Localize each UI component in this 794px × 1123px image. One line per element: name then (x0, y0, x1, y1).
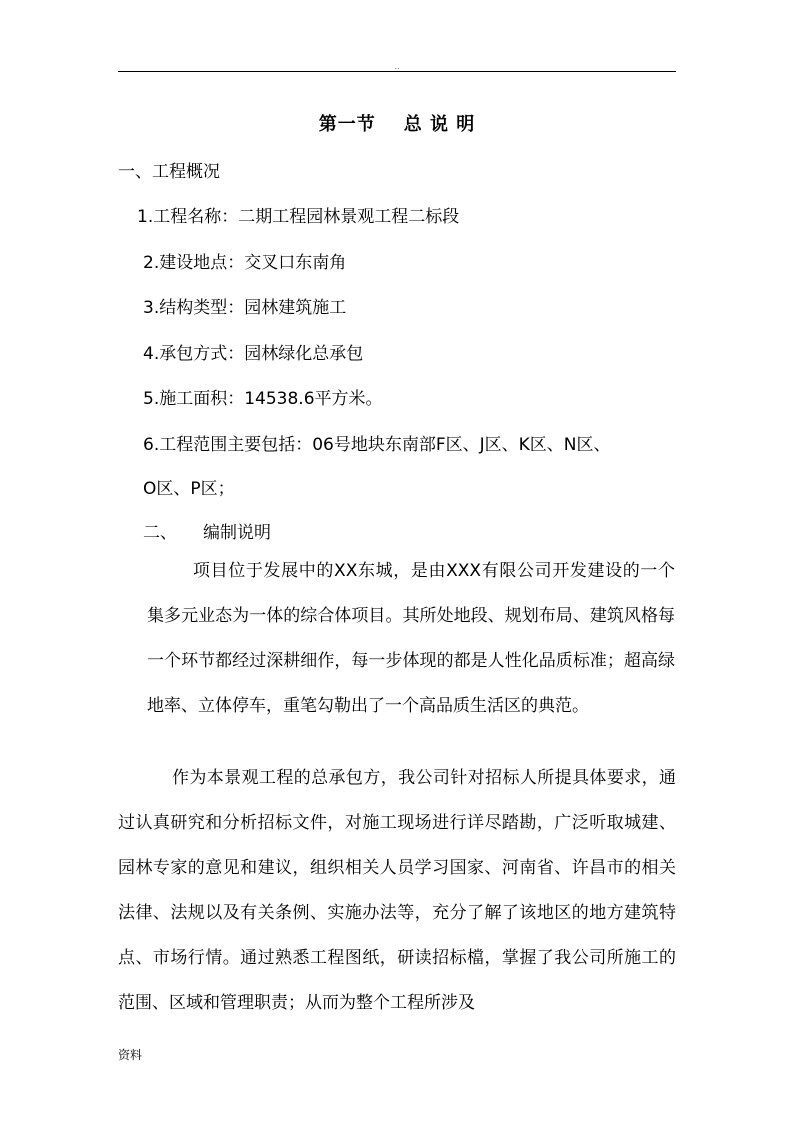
section2-heading-number: 二、 (143, 523, 177, 543)
list-item: 2.建设地点：交叉口东南角 (143, 253, 347, 273)
footer-label: 资料 (118, 1048, 143, 1062)
list-item: 1.工程名称：二期工程园林景观工程二标段 (137, 207, 460, 227)
section2-heading (143, 518, 271, 543)
body-paragraph: 项目位于发展中的XX东城，是由XXX有限公司开发建设的一个集多元业态为一体的综合体项目。其所处地段、规划布局、建筑风格每一个环节都经过深耕细作，每一步体现的都是人性化品质标准；超高绿地率、立体停车，重笔勾勒出了一个高品质生活区的典范。 (147, 561, 675, 716)
header-mark: .. (394, 62, 400, 71)
list-item: 3.结构类型：园林建筑施工 (143, 298, 347, 318)
list-item: O区、P区； (143, 479, 235, 499)
page-title (0, 110, 794, 136)
section1-heading: 一、工程概况 (118, 162, 220, 182)
list-item: 5.施工面积：14538.6平方米。 (143, 389, 383, 409)
title-section-number: 第一节 (318, 114, 376, 135)
list-item: 6.工程范围主要包括：06号地块东南部F区、J区、K区、N区、 (143, 435, 611, 455)
body-paragraph: 作为本景观工程的总承包方，我公司针对招标人所提具体要求，通过认真研究和分析招标文件，对施工现场进行详尽踏勘，广泛听取城建、园林专家的意见和建议，组织相关人员学习国家、河南省、许昌市的相关法律、法规以及有关条例、实施办法等，充分了解了该地区的地方建筑特点、市场行情。通过熟悉工程图纸，研读招标檔，掌握了我公司所施工的范围、区域和管理职责；从而为整个工程所涉及 (118, 768, 676, 1013)
title-text: 总 说 明 (403, 114, 476, 135)
header-rule (118, 71, 676, 72)
section2-heading-text: 编制说明 (203, 523, 271, 543)
list-item: 4.承包方式：园林绿化总承包 (143, 344, 364, 364)
